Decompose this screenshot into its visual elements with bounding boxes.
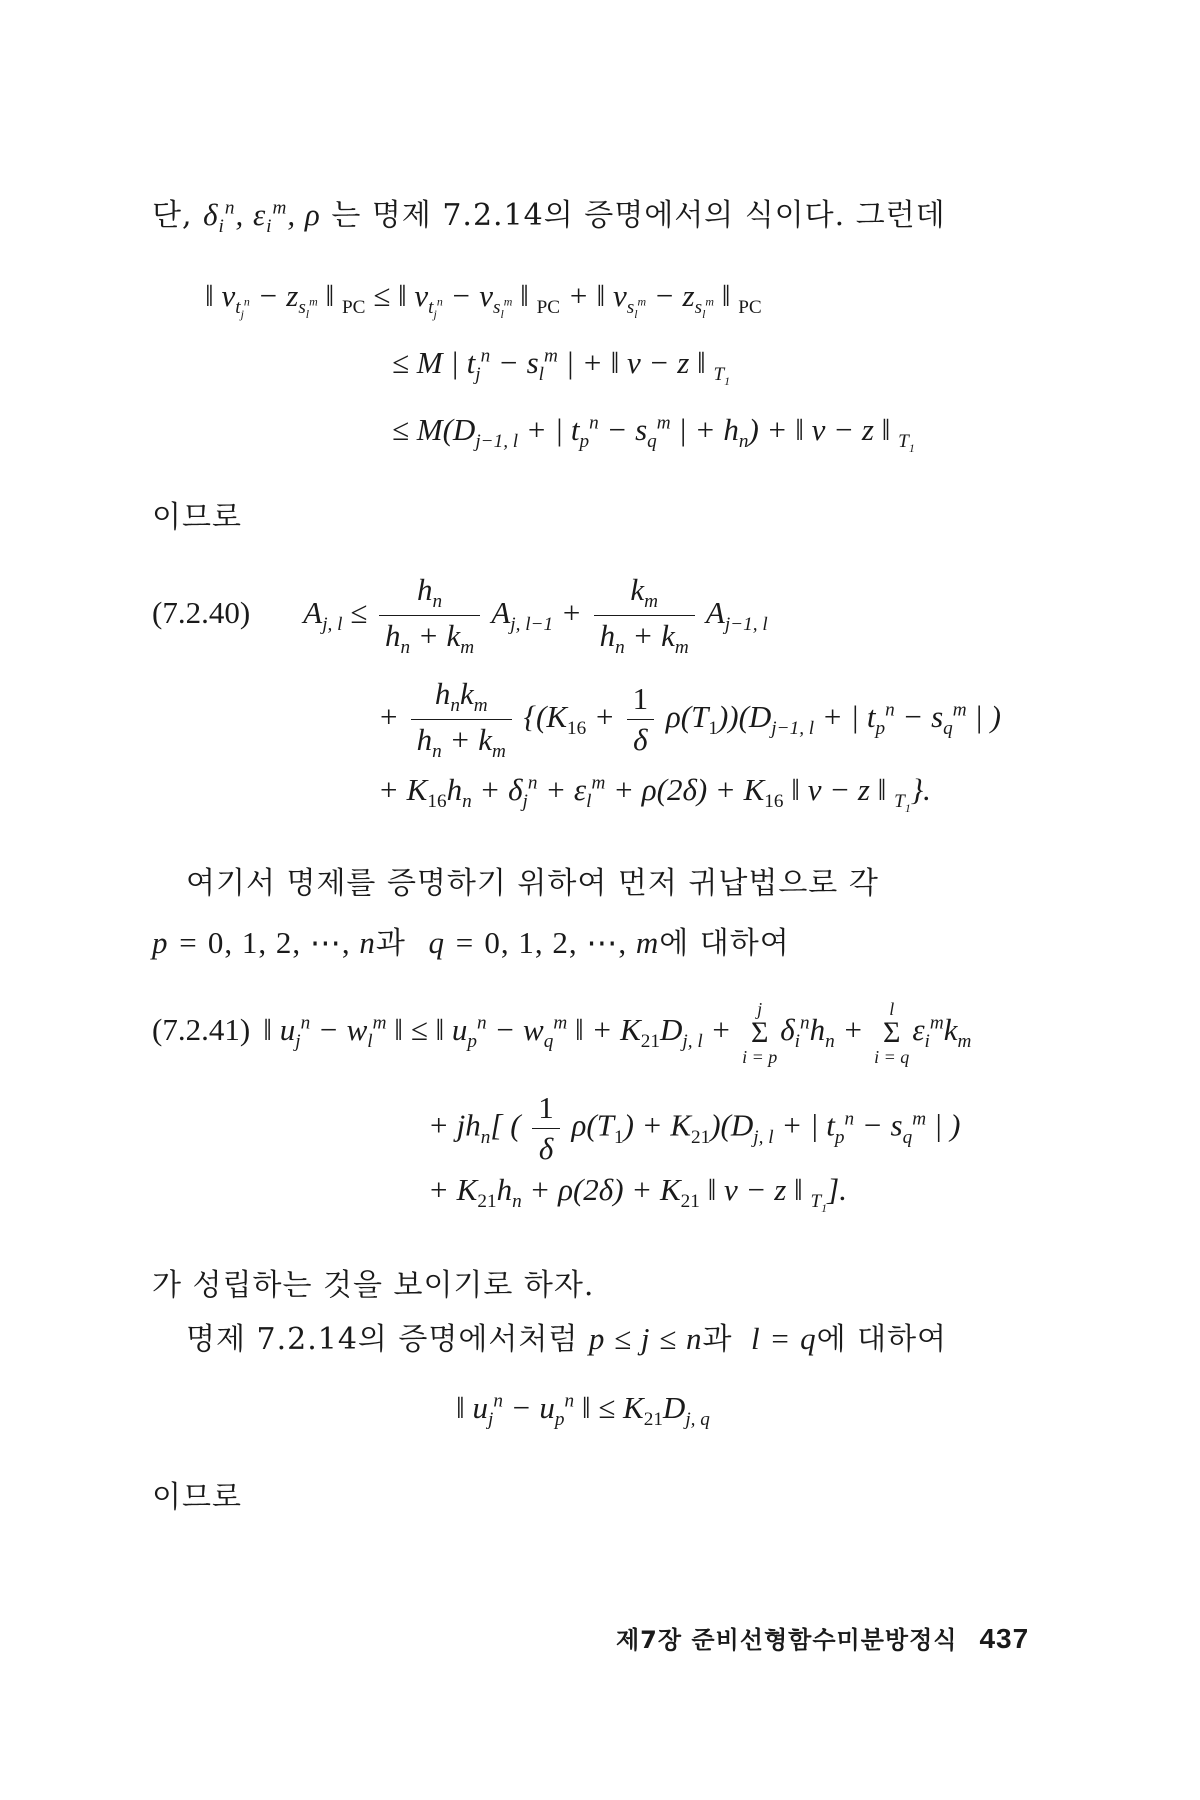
ineq-line-2: ≤ M | $t_j^n - s_l^m$ | + ‖ v − z ‖ $_{T_1}$: [392, 345, 731, 389]
eq-7-2-40-line-2: + $\frac{h_nk_m}{h_n + k_m}$ {($K_{16}$ + $\frac{1}{\delta}$ $\rho(T_1))(D_{j-1, l}$ + | $t_p^n - s_q^m$ | ): [378, 676, 1001, 763]
eq-7-2-41-line-3: + $K_{21}h_n + \rho(2\delta) + K_{21}$ ‖ v − z ‖ $_{T_1}$].: [428, 1172, 847, 1216]
ineq-line-1: ‖ $v_{t_j^n} - z_{s_l^m}$ ‖ $_{PC}$ ≤ ‖ $v_{t_j^n} - v_{s_l^m}$ ‖ $_{PC}$ + ‖ $v_{s_l^m} - z_{s_l^m}$ ‖ $_{PC}$: [205, 278, 762, 322]
eq-7-2-41-label: (7.2.41): [152, 1012, 251, 1048]
therefore-2: 이므로: [152, 1480, 242, 1515]
therefore-1: 이므로: [152, 500, 242, 535]
intro-line: [152, 190, 946, 238]
eq-unnumbered: ‖ $u_j^n - u_p^n$ ‖ ≤ $K_{21}D_{j, q}$: [456, 1390, 710, 1431]
page-footer: [616, 1620, 1029, 1655]
ineq-line-3: ≤ $M(D_{j-1, l}$ + | $t_p^n - s_q^m$ | + $h_n$) + ‖ v − z ‖ $_{T_1}$: [392, 412, 915, 456]
intro-symbols: $\delta_i^n$, $\varepsilon_i^m$, ρ: [203, 197, 321, 238]
footer-chapter: 제7장 준비선형함수미분방정식: [616, 1626, 958, 1654]
para-2-line-2: p = 0, 1, 2, ⋯, n과 q = 0, 1, 2, ⋯, m에 대하여: [152, 925, 790, 961]
page-number: 437: [979, 1623, 1030, 1654]
para-2-line-1: 여기서 명제를 증명하기 위하여 먼저 귀납법으로 각: [186, 866, 879, 901]
eq-7-2-41-line-1: (7.2.41) ‖ $u_j^n - w_l^m$ ‖ ≤ ‖ $u_p^n - w_q^m$ ‖ + $K_{21}D_{j, l}$ + j Σ i = p $\delta_i^nh_n$ + l Σ i = q $\varepsilon_i^mk_m$: [152, 999, 972, 1067]
intro-suffix: 는 명제 7.2.14의 증명에서의 식이다. 그런데: [331, 198, 946, 233]
para-4-line-1: 명제 7.2.14의 증명에서처럼 p ≤ j ≤ n과 l = q에 대하여: [186, 1321, 948, 1357]
eq-7-2-40-label: (7.2.40): [152, 594, 251, 630]
eq-7-2-40-line-1: (7.2.40) $A_{j, l}$ ≤ $\frac{h_n}{h_n + k_m}$ $A_{j, l-1}$ + $\frac{k_m}{h_n + k_m}$ $A_{j-1, l}$: [152, 572, 768, 659]
intro-prefix: 단,: [152, 198, 204, 233]
eq-7-2-40-line-3: + $K_{16}h_n + \delta_j^n + \varepsilon_l^m + \rho(2\delta) + K_{16}$ ‖ v − z ‖ $_{T_1}$}.: [378, 772, 931, 816]
eq-7-2-41-line-2: + $jh_n$[ ( $\frac{1}{\delta}$ $\rho(T_1) + K_{21})(D_{j, l}$ + | $t_p^n - s_q^m$ | ): [428, 1090, 961, 1166]
para-3-line-1: 가 성립하는 것을 보이기로 하자.: [152, 1268, 595, 1303]
